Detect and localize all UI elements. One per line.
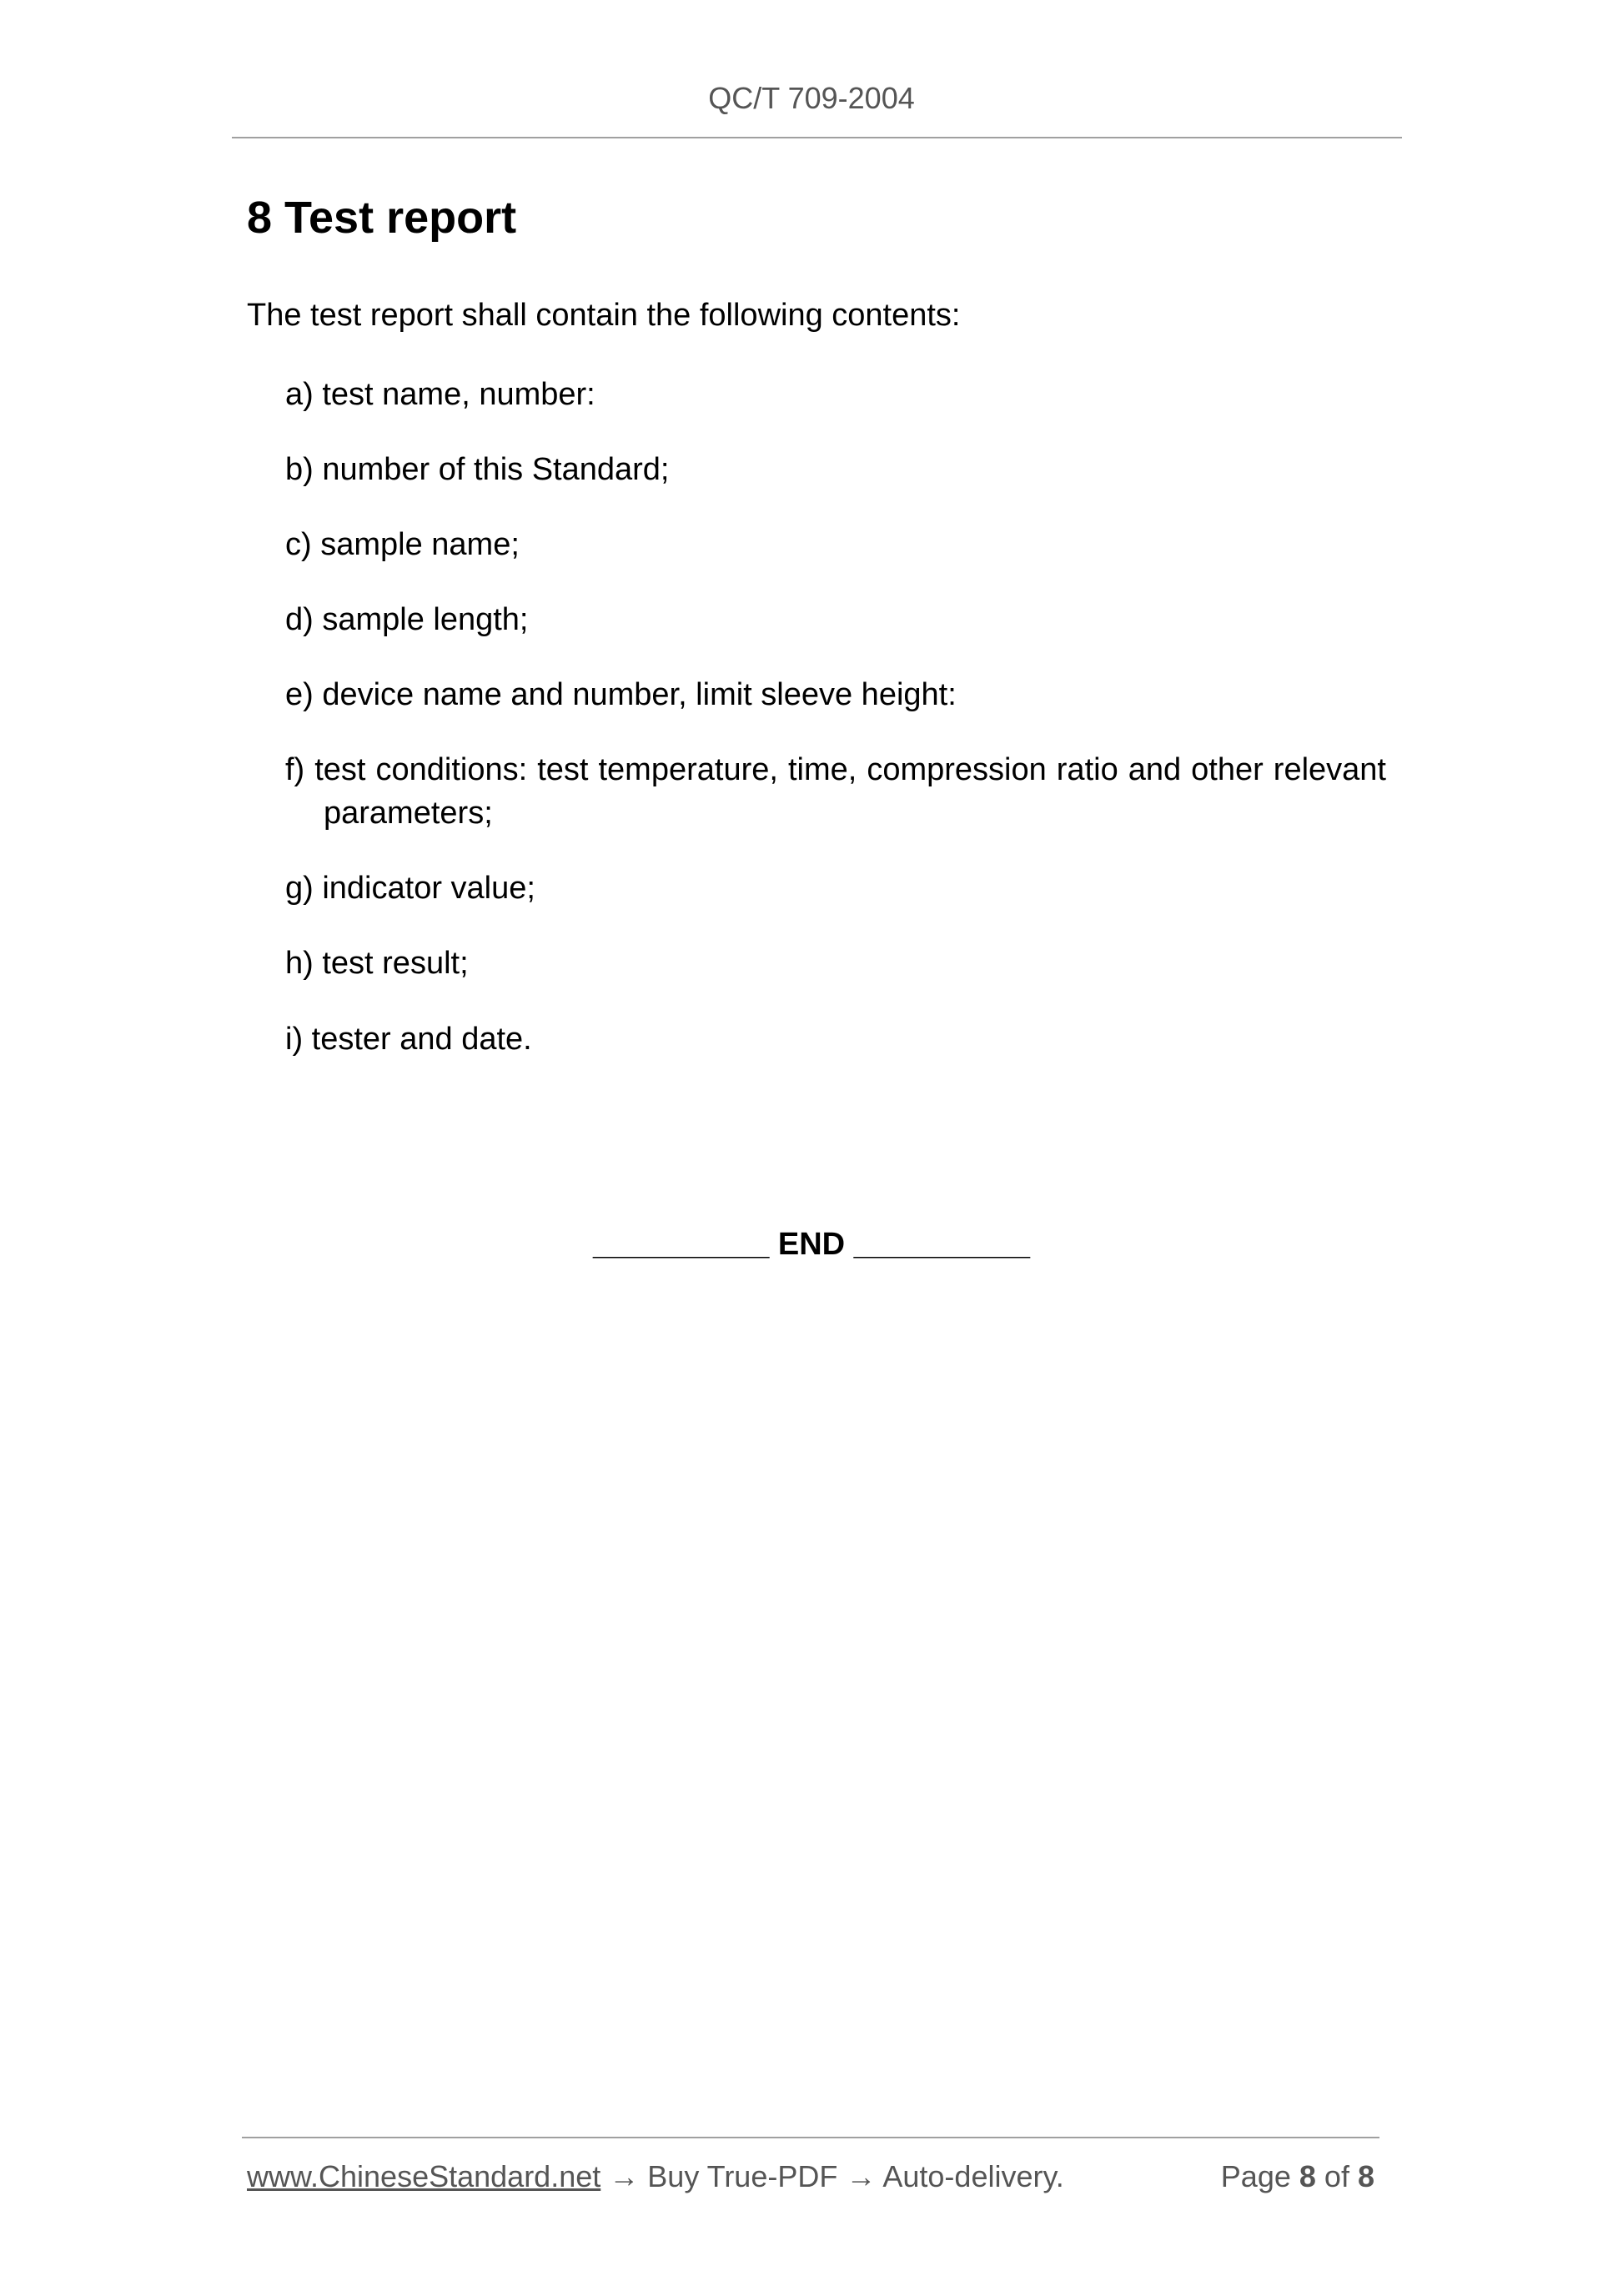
list-item: e) device name and number, limit sleeve height: [285,677,957,712]
auto-delivery-text: Auto-delivery. [882,2159,1064,2193]
arrow-right-icon: → [609,2159,640,2193]
footer-divider [242,2137,1379,2138]
end-marker: __________ END __________ [592,1227,1031,1262]
arrow-right-icon: → [846,2159,877,2193]
page-current: 8 [1299,2159,1316,2193]
section-intro: The test report shall contain the following contents: [247,298,961,333]
header-divider [232,137,1402,138]
list-item: h) test result; [285,946,469,981]
buy-pdf-text: Buy True-PDF [647,2159,838,2193]
page-word: Page [1220,2159,1291,2193]
list-item: c) sample name; [285,527,520,562]
page-footer [247,2157,1374,2197]
list-item: a) test name, number: [285,377,595,412]
list-item: d) sample length; [285,602,529,637]
list-item: f) test conditions: test temperature, time, compression ratio and other relevant parameters; [285,752,1386,831]
list-item: g) indicator value; [285,871,535,906]
page-total: 8 [1357,2159,1374,2193]
list-item: b) number of this Standard; [285,452,670,487]
section-title: 8 Test report [247,193,517,243]
document-code: QC/T 709-2004 [708,81,915,115]
page-number [1221,2157,1374,2197]
of-word: of [1324,2159,1349,2193]
website-link[interactable]: www.ChineseStandard.net [247,2159,601,2193]
list-item: i) tester and date. [285,1022,532,1057]
